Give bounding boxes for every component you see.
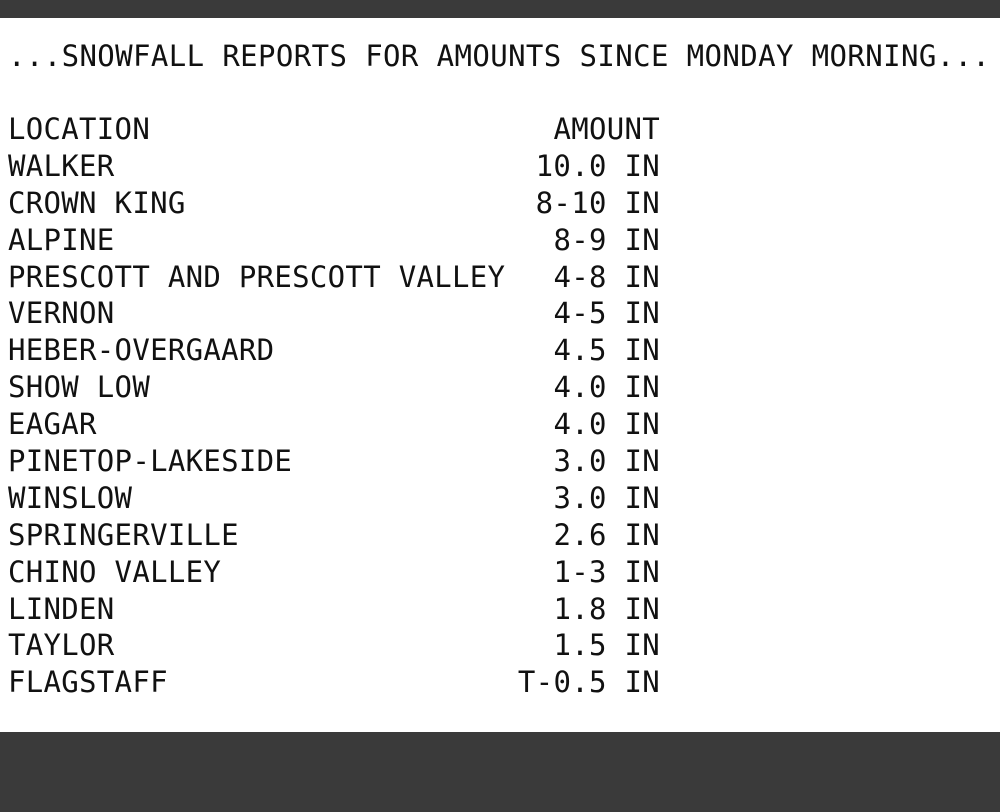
amount-cell: 4.0 IN [553, 407, 660, 442]
amount-cell: T-0.5 IN [517, 665, 660, 700]
table-row [8, 185, 668, 222]
amount-cell: 4-8 IN [553, 259, 660, 294]
location-cell: HEBER-OVERGAARD [8, 333, 275, 368]
table-row [8, 369, 668, 406]
amount-cell: 10.0 IN [535, 148, 660, 183]
table-header-row [8, 111, 668, 148]
location-cell: CROWN KING [8, 185, 186, 220]
amount-cell: 1.5 IN [553, 628, 660, 663]
amount-cell: 4.0 IN [553, 370, 660, 405]
amount-cell: 4-5 IN [553, 296, 660, 331]
amount-cell: 4.5 IN [553, 333, 660, 368]
location-cell: ALPINE [8, 222, 115, 257]
table-row [8, 554, 668, 591]
amount-cell: 3.0 IN [553, 444, 660, 479]
table-row [8, 332, 668, 369]
amount-cell: 2.6 IN [553, 517, 660, 552]
location-cell: SHOW LOW [8, 370, 151, 405]
table-row [8, 406, 668, 443]
amount-cell: 8-9 IN [553, 222, 660, 257]
amount-column-header: AMOUNT [553, 112, 660, 146]
report-headline: ...SNOWFALL REPORTS FOR AMOUNTS SINCE MONDAY MORNING... [8, 39, 991, 73]
snowfall-table [8, 111, 668, 701]
location-cell: VERNON [8, 296, 115, 331]
amount-cell: 1.8 IN [553, 591, 660, 626]
table-row [8, 295, 668, 332]
table-row [8, 480, 668, 517]
location-cell: LINDEN [8, 591, 115, 626]
location-cell: WALKER [8, 148, 115, 183]
location-cell: PINETOP-LAKESIDE [8, 444, 293, 479]
location-cell: WINSLOW [8, 480, 133, 515]
table-row [8, 222, 668, 259]
table-row [8, 627, 668, 664]
location-cell: CHINO VALLEY [8, 554, 222, 589]
table-row [8, 148, 668, 185]
bottom-frame-bar [0, 732, 1000, 750]
table-row [8, 664, 668, 701]
location-cell: PRESCOTT AND PRESCOTT VALLEY [8, 259, 506, 294]
location-cell: SPRINGERVILLE [8, 517, 239, 552]
amount-cell: 1-3 IN [553, 554, 660, 589]
table-row [8, 259, 668, 296]
location-cell: TAYLOR [8, 628, 115, 663]
top-frame-bar [0, 0, 1000, 18]
table-row [8, 517, 668, 554]
location-cell: EAGAR [8, 407, 97, 442]
location-column-header: LOCATION [8, 112, 151, 146]
table-row [8, 443, 668, 480]
table-row [8, 591, 668, 628]
amount-cell: 8-10 IN [535, 185, 660, 220]
snowfall-report [0, 18, 1000, 732]
location-cell: FLAGSTAFF [8, 665, 168, 700]
amount-cell: 3.0 IN [553, 480, 660, 515]
